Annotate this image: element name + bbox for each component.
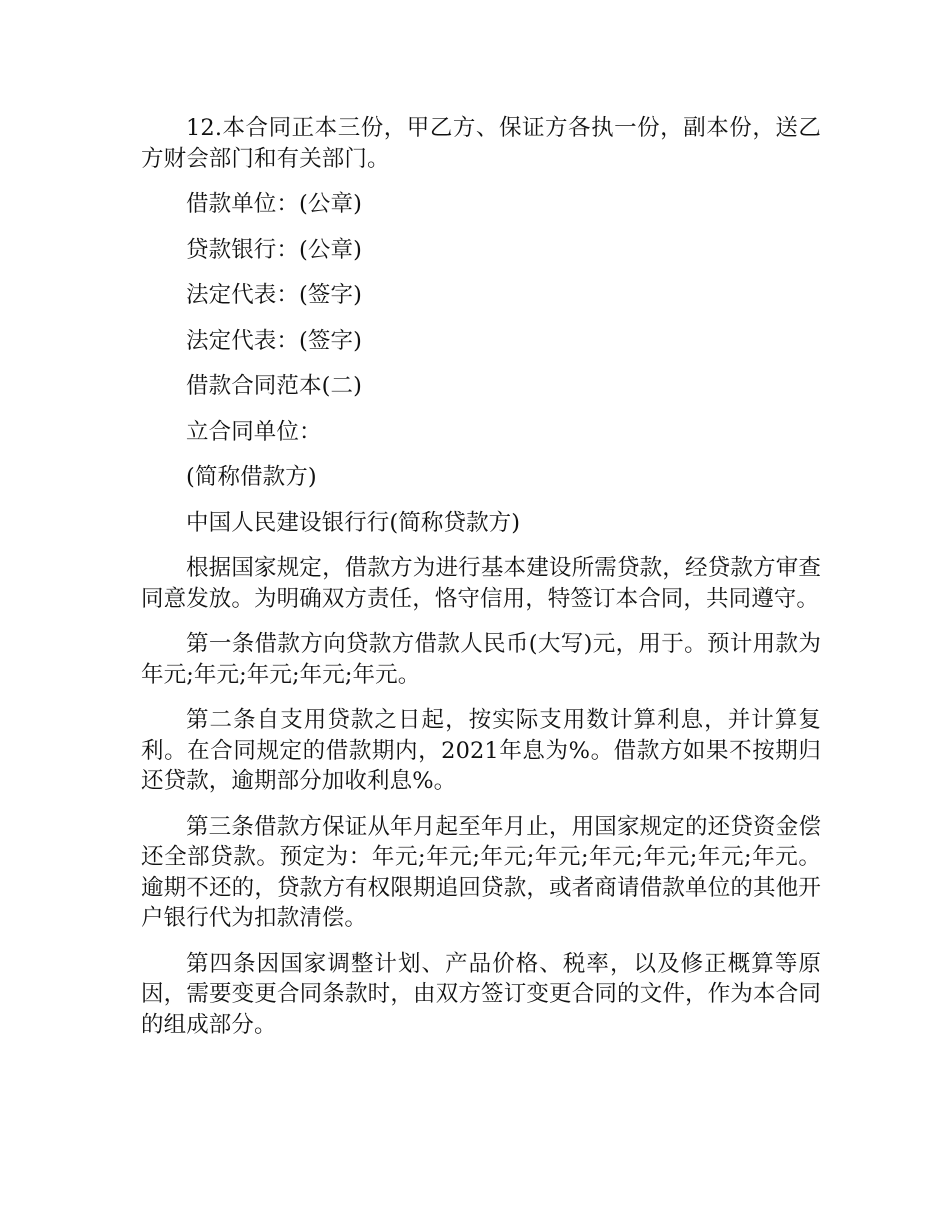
- preamble-paragraph: 根据国家规定，借款方为进行基本建设所需贷款，经贷款方审查同意发放。为明确双方责任，恪守信用，特签订本合同，共同遵守。: [141, 555, 821, 612]
- contracting-party-label: 立合同单位：: [186, 418, 322, 445]
- lender-seal-line: 贷款银行：(公章): [186, 236, 362, 263]
- clause-12-copies: 12.本合同正本三份，甲乙方、保证方各执一份，副本份，送乙方财会部门和有关部门。: [141, 115, 821, 172]
- lender-bank-line: 中国人民建设银行行(简称贷款方): [186, 509, 521, 536]
- article-4: 第四条因国家调整计划、产品价格、税率，以及修正概算等原因，需要变更合同条款时，由双方签订变更合同的文件，作为本合同的组成部分。: [141, 950, 821, 1038]
- borrower-abbreviation: (简称借款方): [186, 464, 317, 490]
- document-page: [141, 113, 821, 1055]
- article-2: 第二条自支用贷款之日起，按实际支用数计算利息，并计算复利。在合同规定的借款期内，2021年息为%。借款方如果不按期归还贷款，逾期部分加收利息%。: [141, 707, 821, 794]
- article-3: 第三条借款方保证从年月起至年月止，用国家规定的还贷资金偿还全部贷款。预定为：年元;年元;年元;年元;年元;年元;年元;年元。逾期不还的，贷款方有权限期追回贷款，或者商请借款单位的其他开户银行代为扣款清偿。: [141, 813, 821, 931]
- legal-rep-signature-line-2: 法定代表：(签字): [186, 327, 362, 354]
- borrower-seal-line: 借款单位：(公章): [186, 191, 362, 217]
- legal-rep-signature-line-1: 法定代表：(签字): [186, 282, 362, 308]
- template-title: 借款合同范本(二): [186, 373, 362, 399]
- article-1: 第一条借款方向贷款方借款人民币(大写)元，用于。预计用款为年元;年元;年元;年元;年元。: [141, 631, 821, 688]
